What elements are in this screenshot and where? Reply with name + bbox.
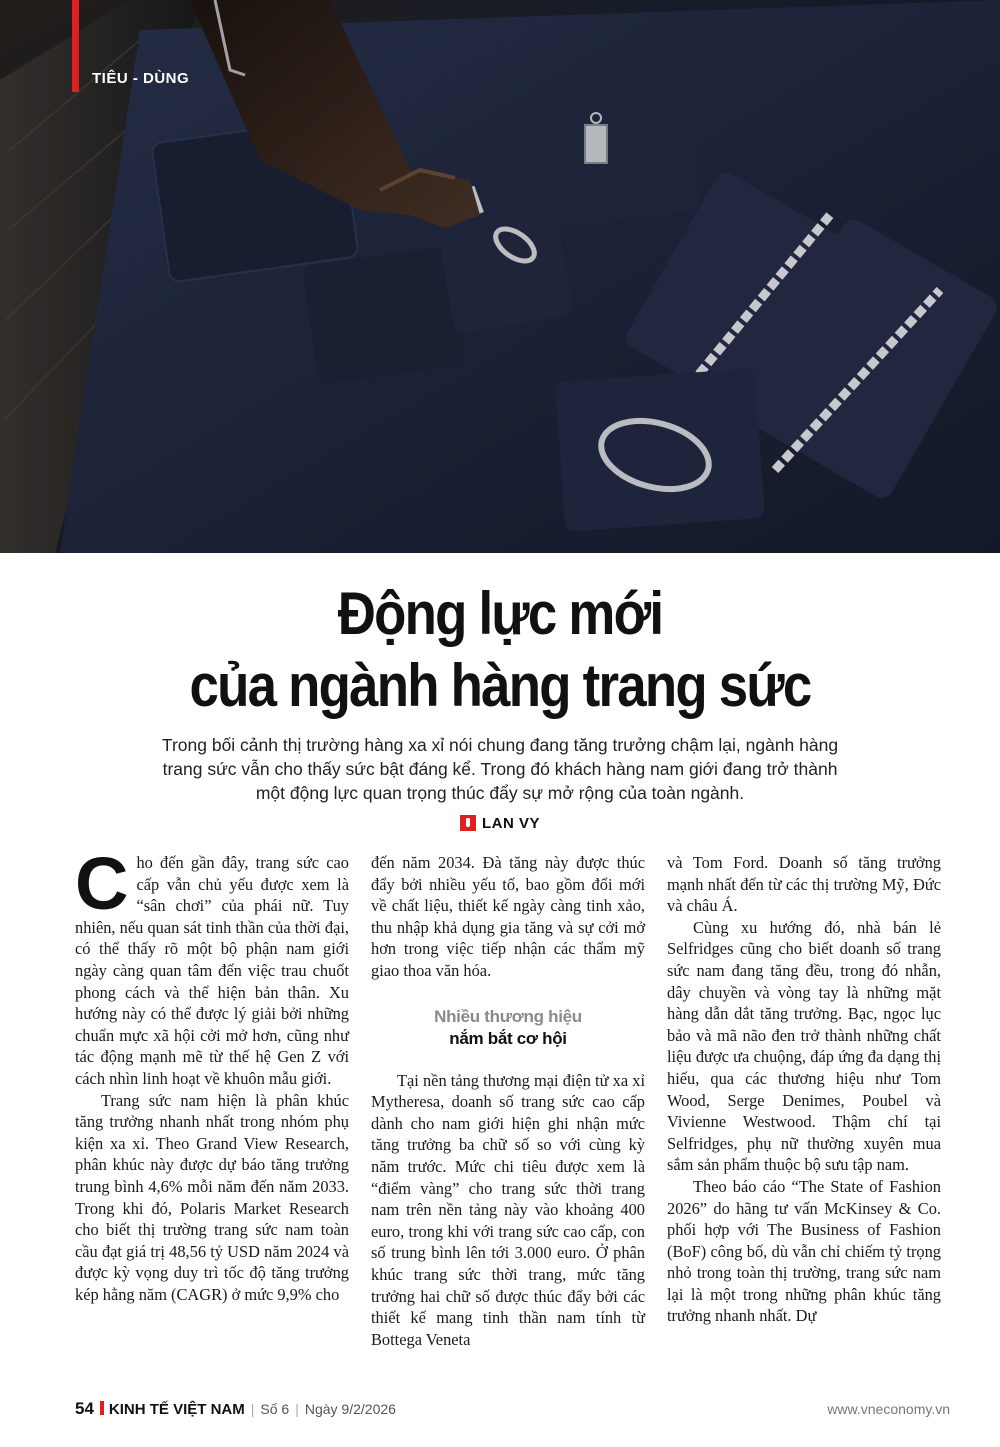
footer-separator: |: [295, 1401, 299, 1417]
drop-cap: C: [75, 842, 129, 925]
article-column-2: [371, 852, 645, 1350]
page-title: [60, 578, 940, 722]
paragraph-1: [75, 842, 349, 1090]
title-line-1: Động lực mới: [337, 580, 663, 647]
footer-separator: |: [250, 1401, 255, 1417]
subheading-line-2: nắm bắt cơ hội: [449, 1028, 567, 1048]
paragraph-3: Tại nền tảng thương mại điện tử xa xỉ Mytheresa, doanh số trang sức cao cấp dành cho nam giới hiện ghi nhận mức tăng trưởng ba chữ số so với cùng kỳ năm trước. Mức chi tiêu được xem là “điểm vàng” cho trang sức thời trang nam trên nền tảng này vào khoảng 400 euro, trong khi với trang sức cao cấp, con số trung bình lên tới 3.000 euro. Ở phân khúc trang sức thời trang, mức tăng trưởng hai chữ số được thúc đẩy bởi các thiết kế mang tinh thần nam tính từ Bottega Veneta: [371, 1070, 645, 1349]
magazine-name: KINH TẾ VIỆT NAM: [108, 1401, 245, 1418]
article-column-3: [667, 852, 941, 1327]
section-accent-bar: [72, 0, 79, 92]
page-number: 54: [75, 1399, 94, 1418]
pen-icon: [460, 815, 476, 831]
section-label: TIÊU - DÙNG: [92, 70, 190, 87]
footer-accent-bar: [100, 1401, 104, 1415]
subheading: [371, 1006, 645, 1050]
hero-photo: [0, 0, 1000, 553]
paragraph-2-continued: đến năm 2034. Đà tăng này được thúc đẩy bởi nhiều yếu tố, bao gồm đổi mới về chất liệu, thiết kế ngày càng tinh xảo, thu nhập khả dụng gia tăng và sự cởi mở hơn trong việc tiếp nhận các thẩm mỹ giao thoa văn hóa.: [371, 853, 645, 980]
issue-number: Số 6: [260, 1401, 290, 1417]
article-column-1: [75, 842, 349, 1305]
paragraph-1-text: ho đến gần đây, trang sức cao cấp vẫn chủ yếu được xem là “sân chơi” của phái nữ. Tuy nhiên, nếu quan sát tinh thần của thời đại, có thể thấy rõ một bộ phận nam giới ngày càng quan tâm đến việc trau chuốt phong cách và thể hiện bản thân. Xu hướng này có thể được lý giải bởi những chuẩn mực xã hội cởi mở hơn, cũng như tác động mạnh mẽ từ thế hệ Gen Z với cách nhìn linh hoạt về khuôn mẫu giới.: [75, 853, 349, 1088]
paragraph-4: Cùng xu hướng đó, nhà bán lẻ Selfridges cũng cho biết doanh số trang sức nam đang tăng đều, trong đó nhẫn, dây chuyền và vòng tay là những mặt hàng dẫn dắt tăng trưởng. Bạc, ngọc lục bảo và mã não đen trở thành những chất liệu được ưa chuộng, đáp ứng đa dạng thị hiếu, qua các thương hiệu như Tom Wood, Serge Denimes, Poubel và Vivienne Westwood. Thậm chí tại Selfridges, phụ nữ thường xuyên mua sắm sản phẩm thuộc bộ sưu tập nam.: [667, 917, 941, 1175]
author-name: LAN VY: [481, 815, 540, 832]
website-link[interactable]: www.vneconomy.vn: [827, 1401, 950, 1417]
issue-date: Ngày 9/2/2026: [304, 1401, 396, 1417]
subheading-line-1: Nhiều thương hiệu: [434, 1006, 582, 1026]
page-footer: [75, 1399, 950, 1421]
paragraph-5: Theo báo cáo “The State of Fashion 2026” do hãng tư vấn McKinsey & Co. phối hợp với The Business of Fashion (BoF) công bố, dù vẫn chỉ chiếm tỷ trọng nhỏ trong toàn thị trường, trang sức nam lại là một trong những phân khúc tăng trưởng nhanh nhất. Dự: [667, 1176, 941, 1326]
byline: [0, 815, 1000, 832]
paragraph-2: Trang sức nam hiện là phân khúc tăng trưởng nhanh nhất trong nhóm phụ kiện xa xỉ. Theo Grand View Research, phân khúc này được dự báo tăng trưởng trung bình 4,6% mỗi năm đến năm 2033. Trong khi đó, Polaris Market Research cho biết thị trường trang sức nam toàn cầu đạt giá trị 48,56 tỷ USD năm 2024 và được kỳ vọng duy trì tốc độ tăng trưởng kép hằng năm (CAGR) ở mức 9,9% cho: [75, 1090, 349, 1304]
article-lede: Trong bối cảnh thị trường hàng xa xỉ nói chung đang tăng trưởng chậm lại, ngành hàng trang sức vẫn cho thấy sức bật đáng kể. Trong đó khách hàng nam giới đang trở thành một động lực quan trọng thúc đẩy sự mở rộng của toàn ngành.: [161, 735, 839, 803]
title-line-2: của ngành hàng trang sức: [189, 652, 811, 719]
paragraph-3-continued: và Tom Ford. Doanh số tăng trưởng mạnh nhất đến từ các thị trường Mỹ, Đức và châu Á.: [667, 853, 941, 916]
